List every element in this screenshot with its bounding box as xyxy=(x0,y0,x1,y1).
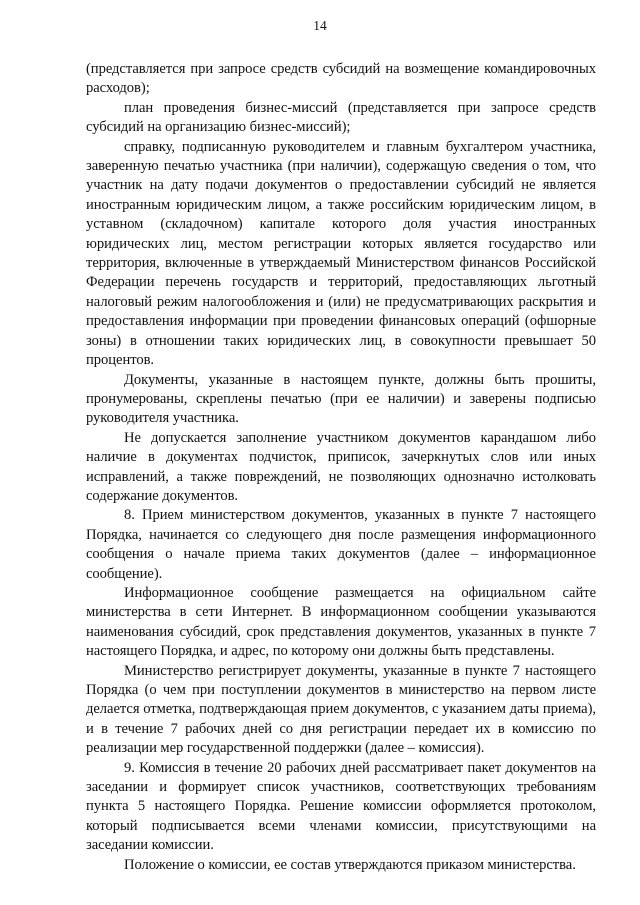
paragraph-item-9-commission-review: 9. Комиссия в течение 20 рабочих дней рассматривает пакет документов на заседании и формирует список участников, соответствующих требованиям пункта 5 настоящего Порядка. Решение комиссии оформляется протоколом, который подписывается всеми членами комиссии, присутствующими на заседании комиссии. xyxy=(86,759,596,854)
paragraph-no-pencil-corrections: Не допускается заполнение участником документов карандашом либо наличие в документах подчисток, приписок, зачеркнутых слов или иных исправлений, а также повреждений, не позволяющих однозначно истолковать содержание документов. xyxy=(86,429,596,504)
paragraph-commission-travel-expenses: (представляется при запросе средств субсидий на возмещение командировочных расходов); xyxy=(86,61,596,97)
paragraph-certificate-requirements: справку, подписанную руководителем и главным бухгалтером участника, заверенную печатью участника (при наличии), содержащую сведения о том, что участник на дату подачи документов о предоставлении субсидий не является иностранным юридическим лицом, а также российским юридическим лицом, в уставном (складочном) капитале которого доля участия иностранных юридических лиц, местом регистрации которых является государство или территория, включенные в утверждаемый Министерством финансов Российской Федерации перечень государств и территорий, предоставляющих льготный налоговый режим налогообложения и (или) не предусматривающих раскрытия и предоставления информации при проведении финансовых операций (офшорные зоны) в отношении таких юридических лиц, в совокупности превышает 50 процентов. xyxy=(86,138,596,369)
paragraph-documents-binding: Документы, указанные в настоящем пункте, должны быть прошиты, пронумерованы, скреплены печатью (при ее наличии) и заверены подписью руководителя участника. xyxy=(86,371,596,427)
paragraph-information-message: Информационное сообщение размещается на официальном сайте министерства в сети Интернет. В информационном сообщении указываются наименования субсидий, срок представления документов, указанных в пункте 7 настоящего Порядка, и адрес, по которому они должны быть представлены. xyxy=(86,584,596,660)
document-body xyxy=(86,60,596,875)
page-number: 14 xyxy=(313,18,327,33)
paragraph-business-mission-plan: план проведения бизнес-миссий (представляется при запросе средств субсидий на организацию бизнес-миссий); xyxy=(86,99,596,136)
paragraph-ministry-registration: Министерство регистрирует документы, указанные в пункте 7 настоящего Порядка (о чем при поступлении документов в министерство на первом листе делается отметка, подтверждающая прием документов, с указанием даты приема), и в течение 7 рабочих дней со дня регистрации передает их в комиссию по реализации мер государственной поддержки (далее – комиссия). xyxy=(86,662,596,757)
paragraph-commission-regulation: Положение о комиссии, ее состав утверждаются приказом министерства. xyxy=(124,856,576,873)
paragraph-item-8-acceptance: 8. Прием министерством документов, указанных в пункте 7 настоящего Порядка, начинается со следующего дня после размещения информационного сообщения о начале приема таких документов (далее – информационное сообщение). xyxy=(86,507,596,582)
